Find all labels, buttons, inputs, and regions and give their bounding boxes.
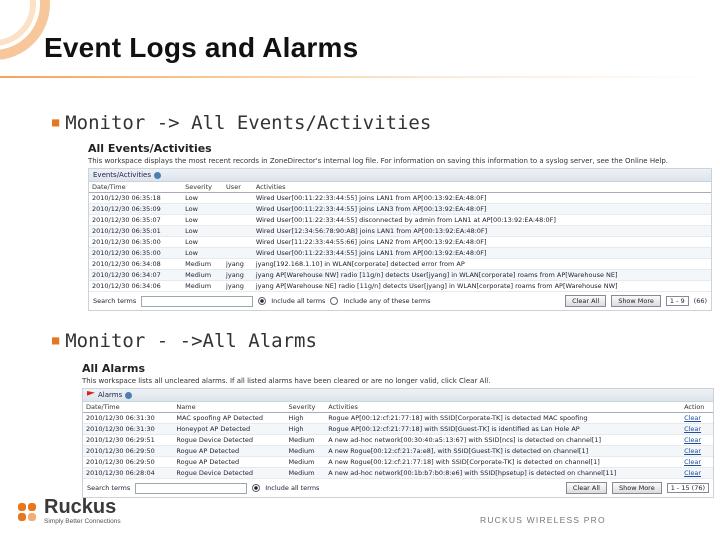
alarm-column-header[interactable]: Severity xyxy=(286,402,326,413)
alarms-panel xyxy=(82,388,714,498)
alarm-table-row[interactable] xyxy=(83,468,713,479)
event-table-row[interactable] xyxy=(89,193,711,204)
alarm-cell: Rogue AP[00:12:cf:21:77:18] with SSID[Guest-TK] is identified as Lan Hole AP xyxy=(325,424,681,435)
logo-mark-icon xyxy=(16,501,38,523)
alarm-cell: Honeypot AP Detected xyxy=(173,424,285,435)
alarm-cell: 2010/12/30 06:29:50 xyxy=(83,457,173,468)
radio-include-all-label: Include all terms xyxy=(271,297,326,305)
events-panel-label: Events/Activities xyxy=(93,171,151,179)
alarms-search-row xyxy=(83,479,713,497)
event-cell: Low xyxy=(182,226,223,237)
events-title: All Events/Activities xyxy=(88,142,212,155)
event-cell: Wired User[00:11:22:33:44:55] joins LAN1 from AP[00:13:92:EA:48:0F] xyxy=(253,193,711,204)
alarms-screenshot xyxy=(82,362,714,502)
logo-tagline: Simply Better Connections xyxy=(44,518,121,525)
event-cell: 2010/12/30 06:35:00 xyxy=(89,248,182,259)
events-search-label: Search terms xyxy=(93,297,137,305)
event-cell: 2010/12/30 06:35:18 xyxy=(89,193,182,204)
event-column-header[interactable]: User xyxy=(223,182,253,193)
alarm-table-row[interactable] xyxy=(83,435,713,446)
clear-alarm-link[interactable]: Clear xyxy=(681,457,713,468)
alarm-cell: Rogue AP[00:12:cf:21:77:18] with SSID[Corporate-TK] is detected MAC spoofing xyxy=(325,413,681,424)
alarm-table-row[interactable] xyxy=(83,424,713,435)
bullet-alarms xyxy=(52,330,317,352)
event-cell: Wired User[00:11:22:33:44:55] joins LAN3 from AP[00:13:92:EA:48:0F] xyxy=(253,204,711,215)
event-table-row[interactable] xyxy=(89,248,711,259)
radio-include-all-label: Include all terms xyxy=(265,484,320,492)
event-cell: jyang xyxy=(223,270,253,281)
event-cell xyxy=(223,204,253,215)
alarm-cell: A new ad-hoc network[00:30:40:a5:13:67] with SSID[ncs] is detected on channel[1] xyxy=(325,435,681,446)
bullet-events xyxy=(52,112,431,134)
event-cell: 2010/12/30 06:34:07 xyxy=(89,270,182,281)
alarm-cell: 2010/12/30 06:29:50 xyxy=(83,446,173,457)
event-cell xyxy=(223,193,253,204)
alarm-cell: Rogue Device Detected xyxy=(173,468,285,479)
events-table xyxy=(89,182,711,292)
ruckus-logo xyxy=(16,498,121,525)
bullet-events-text: Monitor -> All Events/Activities xyxy=(65,112,432,134)
gear-icon[interactable] xyxy=(125,392,132,399)
event-cell: 2010/12/30 06:35:09 xyxy=(89,204,182,215)
event-cell: Low xyxy=(182,237,223,248)
gear-icon[interactable] xyxy=(154,172,161,179)
event-cell: Low xyxy=(182,215,223,226)
footer-text: RUCKUS WIRELESS PRO xyxy=(480,515,606,525)
bullet-alarms-text: Monitor - ->All Alarms xyxy=(65,330,317,352)
alarm-cell: Medium xyxy=(286,435,326,446)
bullet-square-icon: ■ xyxy=(52,333,60,347)
slide-title: Event Logs and Alarms xyxy=(44,32,359,63)
event-cell: jyang xyxy=(223,259,253,270)
event-table-row[interactable] xyxy=(89,281,711,292)
alarm-cell: High xyxy=(286,424,326,435)
event-cell xyxy=(223,215,253,226)
event-table-row[interactable] xyxy=(89,237,711,248)
events-search-row xyxy=(89,292,711,310)
alarms-panel-label: Alarms xyxy=(98,391,123,399)
alarm-table-row[interactable] xyxy=(83,413,713,424)
event-table-row[interactable] xyxy=(89,270,711,281)
alarm-cell: Medium xyxy=(286,468,326,479)
event-cell xyxy=(223,237,253,248)
alarm-cell: High xyxy=(286,413,326,424)
event-cell: 2010/12/30 06:35:00 xyxy=(89,237,182,248)
alarm-cell: Medium xyxy=(286,457,326,468)
alarm-column-header[interactable]: Activities xyxy=(325,402,681,413)
event-cell: Wired User[12:34:56:78:90:AB] joins LAN1 from AP[00:13:92:EA:48:0F] xyxy=(253,226,711,237)
event-cell: Wired User[00:11:22:33:44:55] disconnected by admin from LAN1 at AP[00:13:92:EA:48:0F] xyxy=(253,215,711,226)
event-cell: 2010/12/30 06:34:08 xyxy=(89,259,182,270)
alarms-search-label: Search terms xyxy=(87,484,131,492)
alarms-title: All Alarms xyxy=(82,362,146,375)
events-page-select[interactable]: 1 - 9 xyxy=(666,296,689,306)
radio-include-all[interactable] xyxy=(252,484,260,492)
alarm-cell: Rogue AP Detected xyxy=(173,457,285,468)
clear-alarm-link[interactable]: Clear xyxy=(681,413,713,424)
alarm-column-header[interactable]: Name xyxy=(173,402,285,413)
radio-include-any-label: Include any of these terms xyxy=(343,297,431,305)
event-table-row[interactable] xyxy=(89,215,711,226)
clear-alarm-link[interactable]: Clear xyxy=(681,435,713,446)
event-cell: jyang AP[Warehouse NE] radio [11g/n] detects User[jyang] in WLAN[corporate] roams from AP[Warehouse NW] xyxy=(253,281,711,292)
event-cell: jyang AP[Warehouse NW] radio [11g/n] detects User[jyang] in WLAN[corporate] roams from AP[Warehouse NE] xyxy=(253,270,711,281)
clear-alarm-link[interactable]: Clear xyxy=(681,446,713,457)
radio-include-all[interactable] xyxy=(258,297,266,305)
events-panel-header[interactable] xyxy=(89,169,711,182)
event-table-row[interactable] xyxy=(89,226,711,237)
events-clear-all-button[interactable]: Clear All xyxy=(565,295,606,307)
alarm-cell: A new Rogue[00:12:cf:21:7a:e8], with SSID[Guest-TK] is detected on channel[1] xyxy=(325,446,681,457)
title-divider xyxy=(0,76,720,78)
event-table-row[interactable] xyxy=(89,204,711,215)
alarm-table-row[interactable] xyxy=(83,446,713,457)
event-cell xyxy=(223,248,253,259)
event-column-header[interactable]: Date/Time xyxy=(89,182,182,193)
events-panel xyxy=(88,168,712,311)
logo-name: Ruckus xyxy=(44,496,117,518)
event-cell: jyang[192.168.1.10] in WLAN[corporate] detected error from AP xyxy=(253,259,711,270)
event-cell: Medium xyxy=(182,259,223,270)
event-cell: 2010/12/30 06:34:06 xyxy=(89,281,182,292)
event-cell: Medium xyxy=(182,281,223,292)
alarm-cell: A new Rogue[00:12:cf:21:77:18] with SSID[Corporate-TK] is detected on channel[1] xyxy=(325,457,681,468)
alarm-cell: 2010/12/30 06:31:30 xyxy=(83,424,173,435)
alarm-cell: 2010/12/30 06:28:04 xyxy=(83,468,173,479)
alarm-cell: Rogue Device Detected xyxy=(173,435,285,446)
events-search-input[interactable] xyxy=(141,296,253,307)
event-cell: Low xyxy=(182,248,223,259)
event-cell: 2010/12/30 06:35:07 xyxy=(89,215,182,226)
alarm-cell: MAC spoofing AP Detected xyxy=(173,413,285,424)
events-screenshot xyxy=(88,142,712,310)
alarm-cell: Rogue AP Detected xyxy=(173,446,285,457)
clear-alarm-link[interactable]: Clear xyxy=(681,468,713,479)
alarm-cell: Medium xyxy=(286,446,326,457)
alarms-clear-all-button[interactable]: Clear All xyxy=(566,482,607,494)
event-cell: jyang xyxy=(223,281,253,292)
event-cell: Low xyxy=(182,193,223,204)
alarms-page-select[interactable]: 1 - 15 (76) xyxy=(667,483,709,493)
alarm-cell: 2010/12/30 06:31:30 xyxy=(83,413,173,424)
alarm-table-row[interactable] xyxy=(83,457,713,468)
event-table-row[interactable] xyxy=(89,259,711,270)
alarms-search-input[interactable] xyxy=(135,483,247,494)
clear-alarm-link[interactable]: Clear xyxy=(681,424,713,435)
alarms-show-more-button[interactable]: Show More xyxy=(612,482,662,494)
event-cell: Low xyxy=(182,204,223,215)
event-column-header[interactable]: Activities xyxy=(253,182,711,193)
events-description: This workspace displays the most recent records in ZoneDirector's internal log file. For information on saving this information to a syslog server, see the Online Help. xyxy=(88,157,669,165)
event-cell: 2010/12/30 06:35:01 xyxy=(89,226,182,237)
alarm-column-header[interactable]: Date/Time xyxy=(83,402,173,413)
events-count: (66) xyxy=(693,297,707,305)
event-column-header[interactable]: Severity xyxy=(182,182,223,193)
alarm-cell: A new ad-hoc network[00:1b:b7:b0:8:e6] with SSID[hpsetup] is detected on channel[11] xyxy=(325,468,681,479)
event-cell xyxy=(223,226,253,237)
events-show-more-button[interactable]: Show More xyxy=(611,295,661,307)
alarms-table xyxy=(83,402,713,479)
alarm-column-header[interactable]: Action xyxy=(681,402,713,413)
event-cell: Medium xyxy=(182,270,223,281)
event-cell: Wired User[00:11:22:33:44:55] joins LAN1 from AP[00:13:92:EA:48:0F] xyxy=(253,248,711,259)
alarms-description: This workspace lists all uncleared alarms. If all listed alarms have been cleared or are no longer valid, click Clear All. xyxy=(82,377,491,385)
alarm-cell: 2010/12/30 06:29:51 xyxy=(83,435,173,446)
bullet-square-icon: ■ xyxy=(52,115,60,129)
event-cell: Wired User[11:22:33:44:55:66] joins LAN2 from AP[00:13:92:EA:48:0F] xyxy=(253,237,711,248)
radio-include-any[interactable] xyxy=(330,297,338,305)
alarms-panel-header[interactable] xyxy=(83,389,713,402)
flag-icon xyxy=(87,391,95,399)
